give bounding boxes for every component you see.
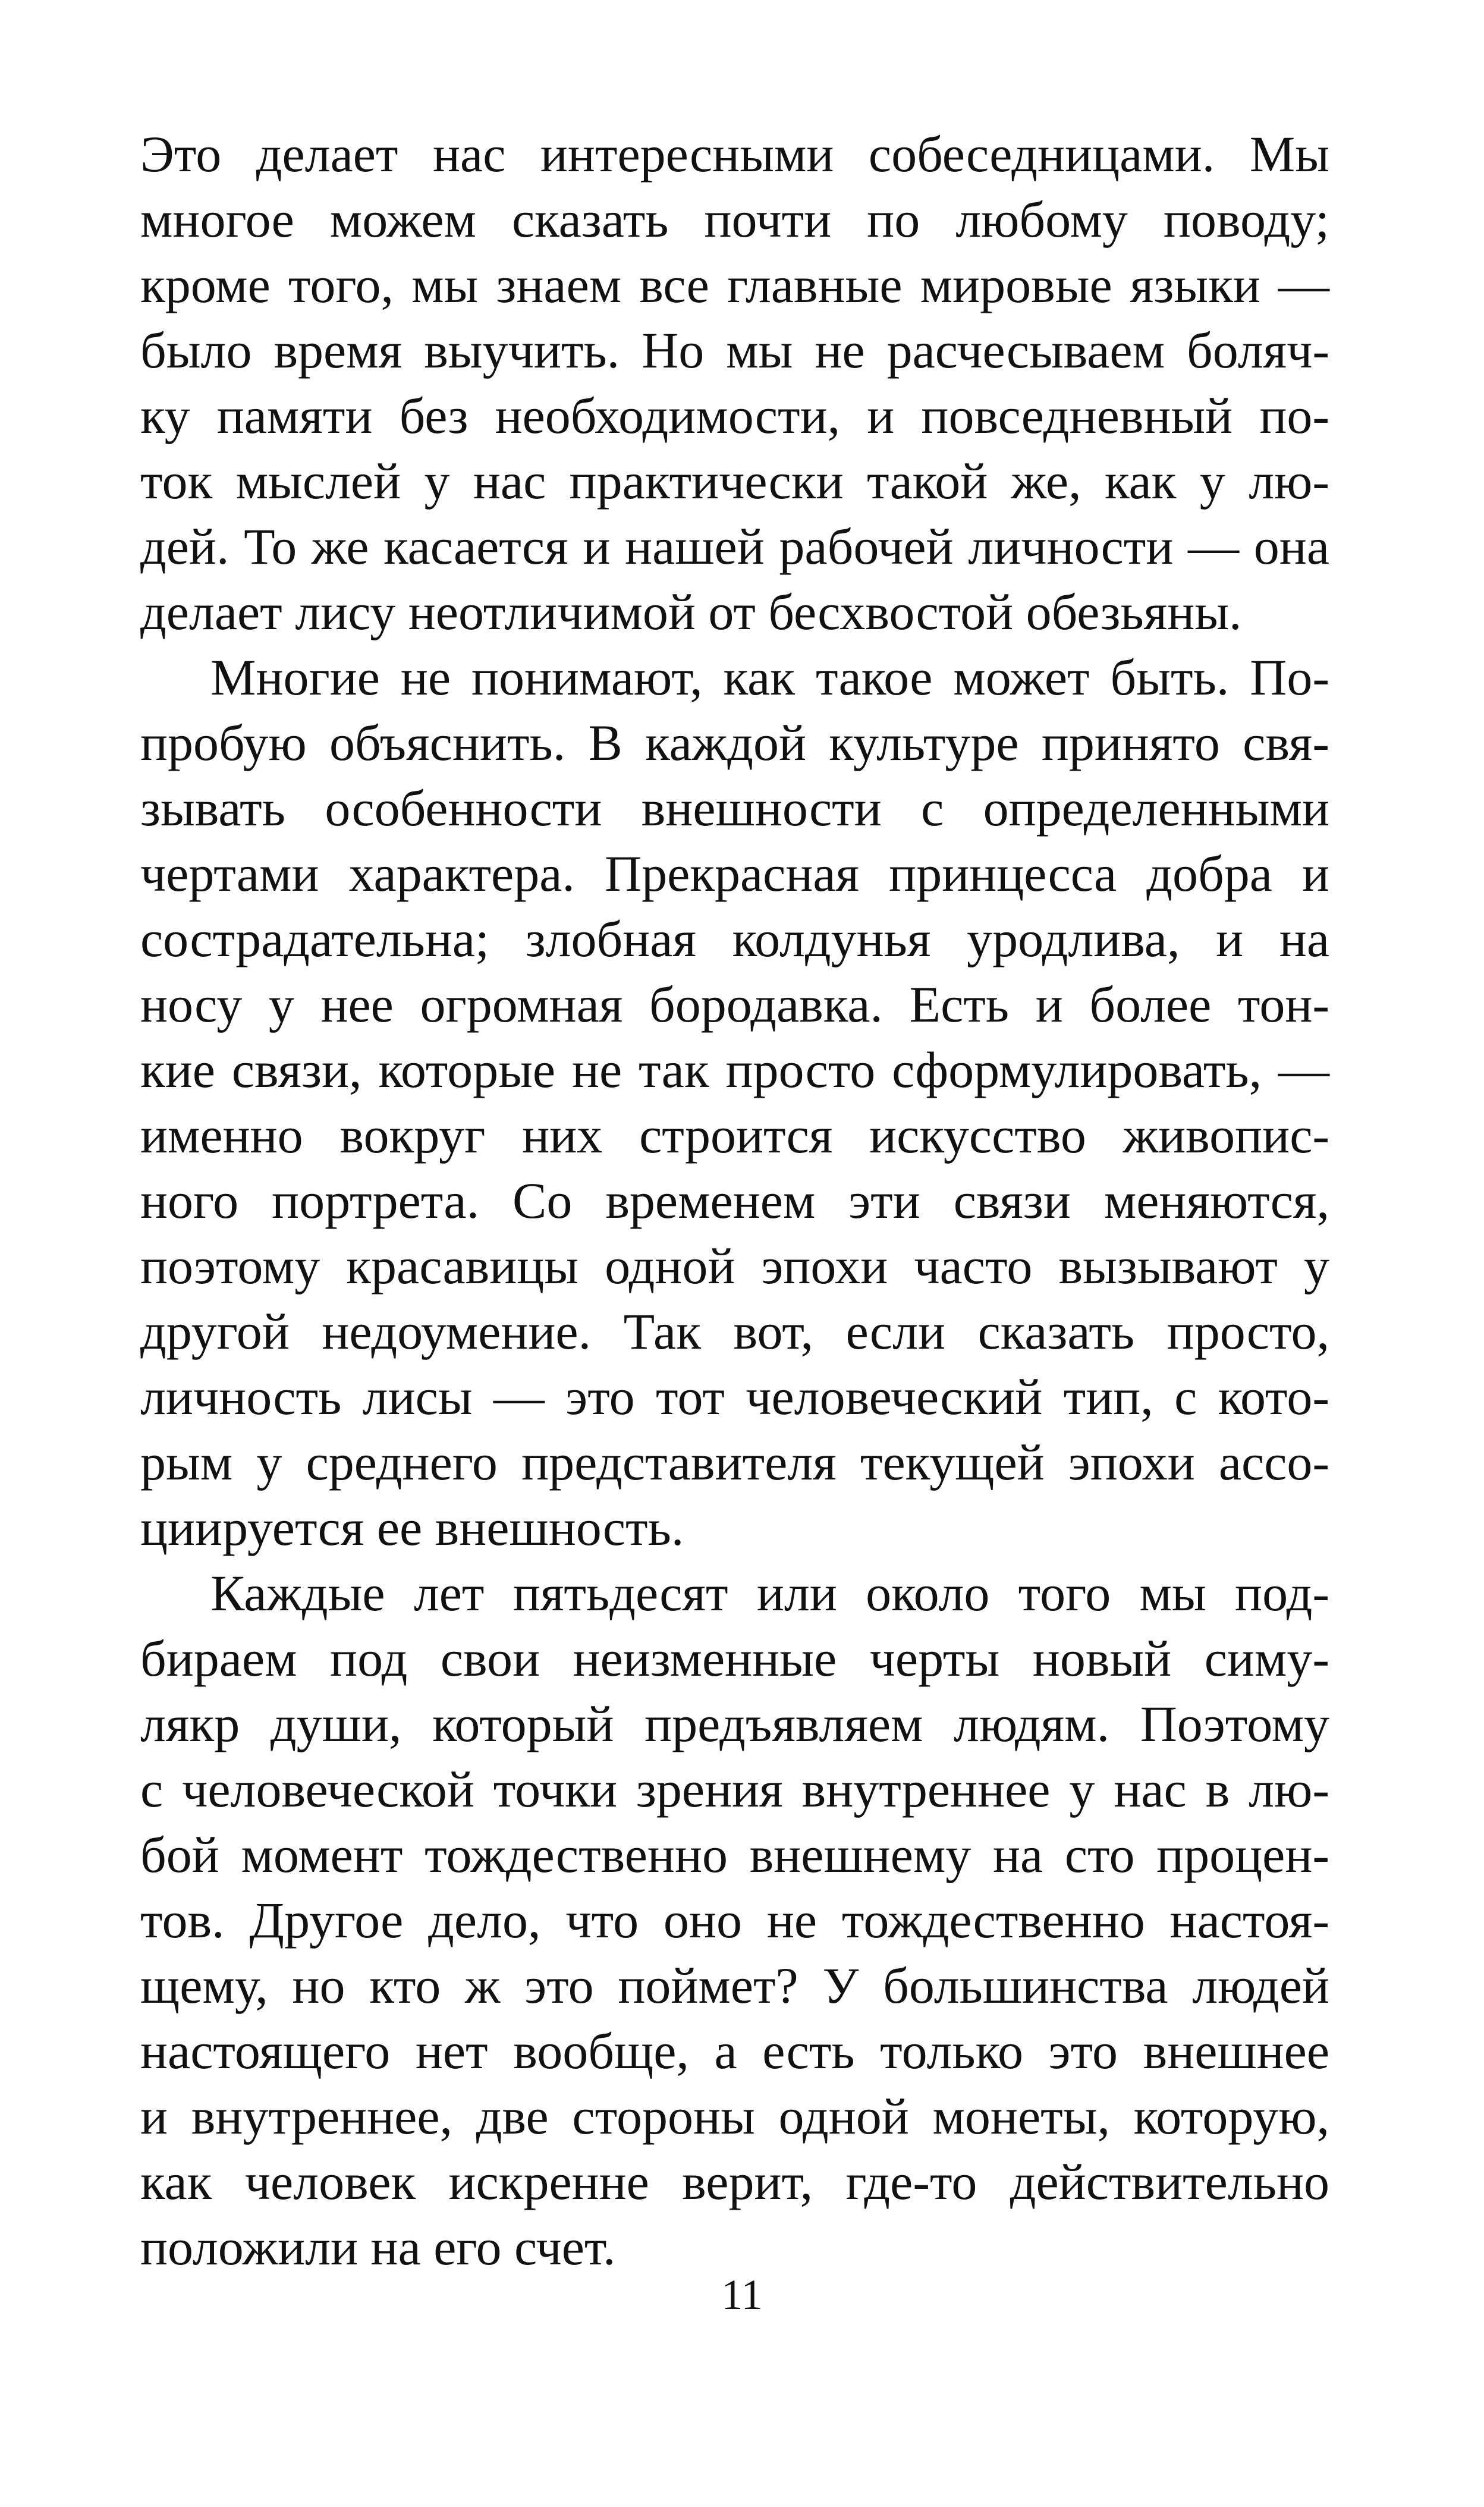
text-line: и внутреннее, две стороны одной монеты, которую, bbox=[140, 2088, 1329, 2145]
text-line: с человеческой точки зрения внутреннее у нас в лю- bbox=[140, 1761, 1329, 1818]
text-line: поэтому красавицы одной эпохи часто вызывают у bbox=[140, 1237, 1329, 1295]
text-line: носу у нее огромная бородавка. Есть и более тон- bbox=[140, 976, 1329, 1033]
text-line: лякр души, который предъявляем людям. Поэтому bbox=[140, 1695, 1329, 1752]
text-line: тов. Другое дело, что оно не тождественно настоя- bbox=[140, 1892, 1329, 1949]
text-line: бой момент тождественно внешнему на сто процен- bbox=[140, 1826, 1329, 1883]
text-line: ку памяти без необходимости, и повседневный по- bbox=[140, 387, 1329, 444]
text-line: делает лису неотличимой от бесхвостой обезьяны. bbox=[140, 583, 1242, 640]
text-line: дей. То же касается и нашей рабочей личности — она bbox=[140, 518, 1329, 575]
text-line: было время выучить. Но мы не расчесываем боляч- bbox=[140, 322, 1329, 379]
text-line: щему, но кто ж это поймет? У большинства людей bbox=[140, 1957, 1329, 2014]
text-line: зывать особенности внешности с определенными bbox=[140, 780, 1329, 837]
text-line: кие связи, которые не так просто сформулировать, — bbox=[140, 1041, 1329, 1098]
text-line: ток мыслей у нас практически такой же, как у лю- bbox=[140, 453, 1329, 510]
text-line: Это делает нас интересными собеседницами. Мы bbox=[140, 125, 1329, 183]
body-text bbox=[140, 121, 1329, 2280]
text-line: рым у среднего представителя текущей эпохи ассо- bbox=[140, 1434, 1329, 1491]
text-line: именно вокруг них строится искусство живопис- bbox=[140, 1107, 1329, 1164]
paragraph-3 bbox=[140, 1560, 1329, 2280]
text-line: личность лисы — это тот человеческий тип, с кото- bbox=[140, 1368, 1329, 1425]
paragraph-2 bbox=[140, 645, 1329, 1560]
text-line: бираем под свои неизменные черты новый симу- bbox=[140, 1630, 1329, 1687]
text-line: положили на его счет. bbox=[140, 2219, 616, 2276]
text-line: кроме того, мы знаем все главные мировые языки — bbox=[140, 256, 1329, 313]
text-line: пробую объяснить. В каждой культуре принято свя- bbox=[140, 714, 1329, 771]
text-line: Каждые лет пятьдесят или около того мы под- bbox=[210, 1564, 1329, 1622]
text-line: многое можем сказать почти по любому поводу; bbox=[140, 191, 1329, 248]
page-number: 11 bbox=[721, 2271, 763, 2318]
text-line: Многие не понимают, как такое может быть. По- bbox=[210, 649, 1329, 706]
text-line: ного портрета. Со временем эти связи меняются, bbox=[140, 1172, 1329, 1229]
text-line: сострадательна; злобная колдунья уродлива, и на bbox=[140, 910, 1329, 967]
text-line: циируется ее внешность. bbox=[140, 1499, 684, 1556]
text-line: чертами характера. Прекрасная принцесса добра и bbox=[140, 845, 1329, 902]
text-line: другой недоумение. Так вот, если сказать просто, bbox=[140, 1303, 1329, 1360]
paragraph-1 bbox=[140, 121, 1329, 645]
text-line: настоящего нет вообще, а есть только это внешнее bbox=[140, 2022, 1329, 2079]
text-line: как человек искренне верит, где-то действительно bbox=[140, 2153, 1329, 2210]
